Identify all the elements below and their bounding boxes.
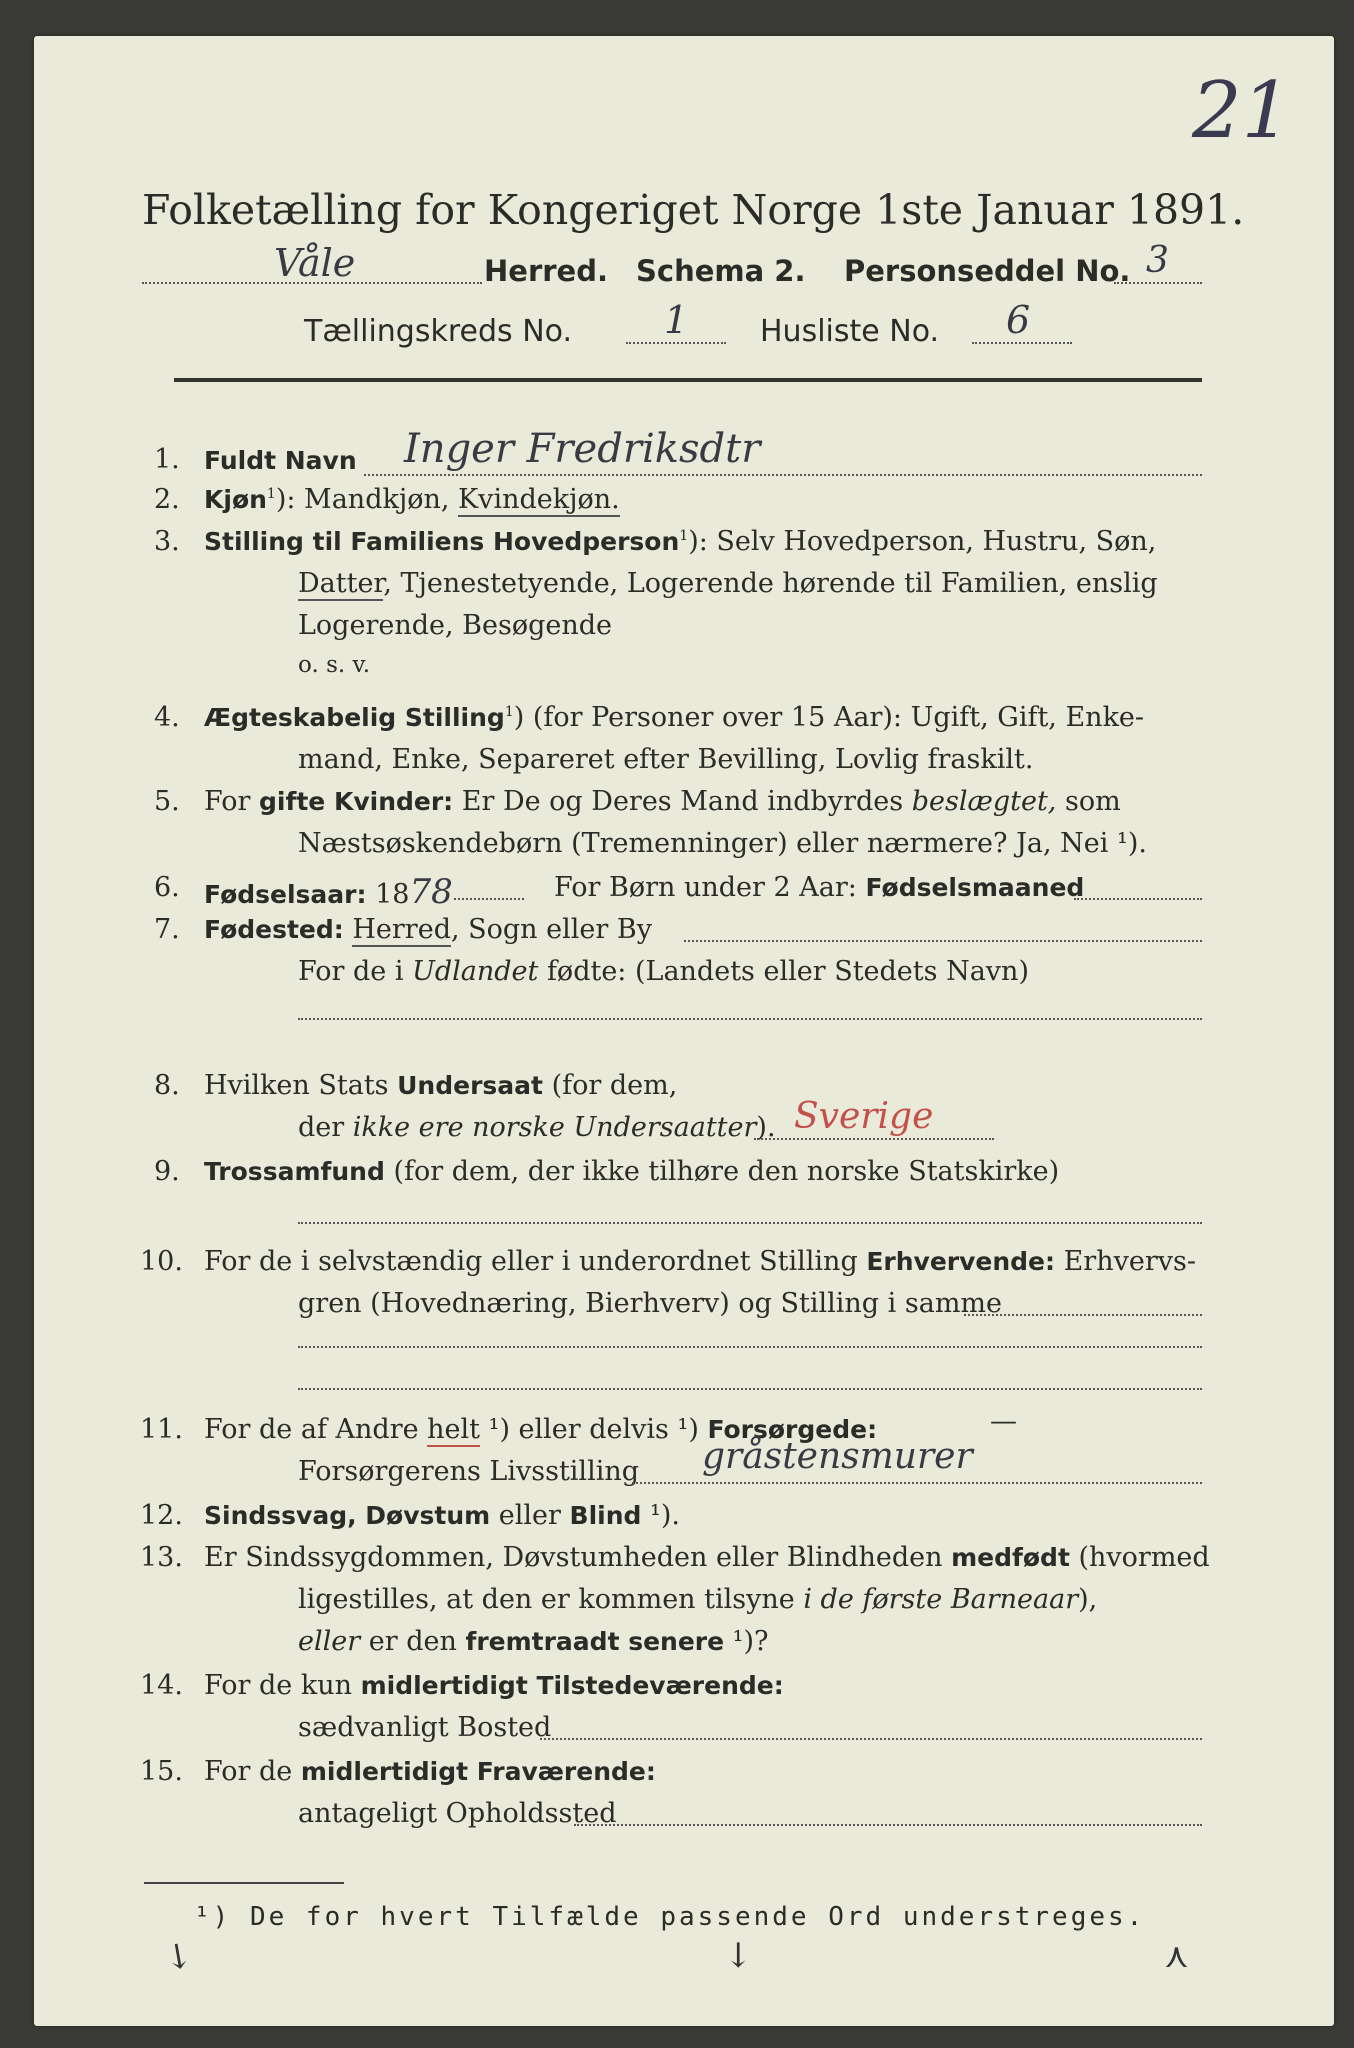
item-8-end: (for dem, [542, 1070, 678, 1101]
item-14-number: 14. [140, 1670, 183, 1701]
item-11-mid: ¹) eller delvis ¹) [480, 1414, 708, 1445]
item-12-mid: eller [490, 1500, 570, 1531]
item-1-line [364, 474, 1202, 476]
item-10-answer-line-2 [298, 1388, 1202, 1390]
item-7-answer-line [298, 1018, 1202, 1020]
item-5-end: som [1056, 786, 1121, 817]
item-7-selected: Herred [352, 914, 451, 945]
item-8-line [754, 1138, 994, 1140]
item-6-label: Fødselsaar: [204, 880, 367, 909]
item-3-number: 3. [154, 526, 180, 557]
item-1-value: Inger Fredriksdtr [404, 426, 761, 472]
item-7-line [684, 940, 1202, 942]
personseddel-label: Personseddel No. [844, 254, 1131, 288]
item-10-answer-line-1 [298, 1346, 1202, 1348]
item-3-selected: Datter [298, 568, 384, 599]
item-2-number: 2. [154, 484, 180, 515]
item-15-number: 15. [140, 1756, 183, 1787]
item-6-prefix: 18 [366, 879, 410, 910]
item-6-month-line [1074, 898, 1202, 900]
item-8-line2-italic: ikke ere norske Undersaatter [352, 1112, 757, 1143]
item-3-sup: 1 [679, 528, 689, 544]
item-7-label: Fødested: [204, 915, 344, 944]
item-7-text [204, 914, 652, 945]
herred-value: Våle [274, 241, 356, 285]
item-5-pre: For [204, 786, 260, 817]
item-6-text [204, 872, 453, 912]
census-form-page [34, 36, 1334, 2026]
item-6-number: 6. [154, 872, 180, 903]
item-10-label: Erhvervende: [866, 1247, 1056, 1276]
item-11-line [632, 1482, 1202, 1484]
item-11-value: gråstensmurer [702, 1436, 973, 1477]
husliste-dots [972, 342, 1072, 344]
item-6-label2: Fødselsmaaned [865, 873, 1085, 902]
item-9-number: 9. [154, 1156, 180, 1187]
item-9-text [204, 1156, 1059, 1187]
item-10-pre: For de i selvstændig eller i underordnet Stilling [204, 1246, 867, 1277]
item-1-label: Fuldt Navn [204, 446, 357, 475]
item-7-line2 [298, 956, 1029, 987]
item-15-line2: antageligt Opholdssted [298, 1798, 617, 1829]
kreds-value: 1 [664, 298, 689, 342]
item-10-text [204, 1246, 1196, 1277]
item-10-line2-dots [964, 1314, 1202, 1316]
item-13-label: medfødt [951, 1543, 1070, 1572]
kreds-label: Tællingskreds No. [304, 314, 572, 349]
personseddel-dots [1114, 282, 1202, 284]
corner-mark-center-icon: ↓ [724, 1936, 753, 1976]
item-6-value: 78 [409, 872, 453, 912]
item-12-end: ¹). [641, 1500, 680, 1531]
husliste-value: 6 [1006, 298, 1031, 342]
item-13-line2-end: ), [1078, 1584, 1098, 1615]
item-10-end: Erhvervs- [1055, 1246, 1196, 1277]
item-12-text [204, 1500, 680, 1531]
personseddel-value: 3 [1146, 240, 1169, 281]
item-15-line [574, 1824, 1202, 1826]
item-12-number: 12. [140, 1500, 183, 1531]
schema-label: Schema 2. [636, 254, 806, 288]
item-2-text [204, 484, 620, 515]
corner-mark-right-icon: ⋏ [1164, 1936, 1189, 1976]
item-7-line2-italic: Udlandet [412, 956, 539, 987]
item-13-line2 [298, 1584, 1097, 1615]
item-8-value: Sverige [794, 1096, 934, 1137]
item-6-under2: For Børn under 2 Aar: [554, 872, 866, 903]
item-13-line3-end: ¹)? [724, 1626, 769, 1657]
item-10-line2: gren (Hovednæring, Bierhverv) og Stilling i samme [298, 1288, 1003, 1319]
item-14-line [540, 1738, 1202, 1740]
item-8-label: Undersaat [397, 1071, 543, 1100]
item-7-number: 7. [154, 914, 180, 945]
item-9-question: (for dem, der ikke tilhøre den norske Statskirke) [384, 1156, 1060, 1187]
item-3-text [204, 526, 1156, 557]
item-4-text [204, 702, 1144, 733]
item-2-options: ): Mandkjøn, [275, 484, 459, 515]
item-15-pre: For de [204, 1756, 301, 1787]
item-3-line2 [298, 568, 1158, 599]
item-13-line2-pre: ligestilles, at den er kommen tilsyne [298, 1584, 804, 1615]
item-2-label: Kjøn [204, 485, 267, 514]
item-14-pre: For de kun [204, 1670, 361, 1701]
item-13-line3-mid: er den [360, 1626, 466, 1657]
item-5-number: 5. [154, 786, 180, 817]
item-7-line2-end: fødte: (Landets eller Stedets Navn) [538, 956, 1029, 987]
item-8-line2-pre: der [298, 1112, 353, 1143]
header-rule [174, 378, 1202, 382]
item-12-label2: Blind [569, 1501, 642, 1530]
item-7-line2-pre: For de i [298, 956, 413, 987]
item-3-label: Stilling til Familiens Hovedperson [204, 527, 680, 556]
item-13-pre: Er Sindssygdommen, Døvstumheden eller Blindheden [204, 1542, 952, 1573]
item-4-line2: mand, Enke, Separeret efter Bevilling, Lovlig fraskilt. [298, 744, 1034, 775]
item-8-text [204, 1070, 677, 1101]
item-8-pre: Hvilken Stats [204, 1070, 398, 1101]
item-9-answer-line [298, 1222, 1202, 1224]
item-10-number: 10. [140, 1246, 183, 1277]
item-4-label: Ægteskabelig Stilling [204, 703, 505, 732]
herred-label: Herred. [484, 254, 608, 288]
item-4-sup: 1 [504, 704, 514, 720]
item-11-line2: Forsørgerens Livsstilling [298, 1456, 640, 1487]
item-8-line2 [298, 1112, 776, 1143]
item-14-label: midlertidigt Tilstedeværende: [360, 1671, 784, 1700]
item-5-italic: beslægtet, [911, 786, 1057, 817]
item-2-selected: Kvindekjøn. [458, 484, 620, 515]
item-12-label: Sindssvag, Døvstum [204, 1501, 491, 1530]
husliste-label: Husliste No. [760, 314, 940, 349]
kreds-dots [626, 342, 726, 344]
item-13-end: (hvormed [1069, 1542, 1210, 1573]
item-14-line2: sædvanligt Bosted [298, 1712, 552, 1743]
item-3-line4: o. s. v. [298, 652, 371, 678]
item-9-label: Trossamfund [204, 1157, 385, 1186]
item-13-line3 [298, 1626, 769, 1657]
item-13-line2-italic: i de første Barneaar [803, 1584, 1079, 1615]
footnote-rule [144, 1882, 344, 1884]
item-15-label: midlertidigt Fraværende: [300, 1757, 656, 1786]
item-11-pre: For de af Andre [204, 1414, 428, 1445]
item-5-question: Er De og Deres Mand indbyrdes [453, 786, 912, 817]
item-11-dash: — [990, 1406, 1017, 1437]
page-number: 21 [1192, 66, 1292, 156]
item-8-number: 8. [154, 1070, 180, 1101]
item-8-line2-end: ). [756, 1112, 776, 1143]
item-11-selected: helt [427, 1414, 481, 1445]
item-4-number: 4. [154, 702, 180, 733]
item-13-number: 13. [140, 1542, 183, 1573]
item-5-line2: Næstsøskendebørn (Tremenninger) eller nærmere? Ja, Nei ¹). [298, 828, 1147, 859]
item-5-label: gifte Kvinder: [259, 787, 454, 816]
item-3-options: ): Selv Hovedperson, Hustru, Søn, [688, 526, 1157, 557]
item-13-text [204, 1542, 1210, 1573]
item-4-options: ) (for Personer over 15 Aar): Ugift, Gift, Enke- [513, 702, 1145, 733]
item-7-options: , Sogn eller By [450, 914, 652, 945]
item-3-line2-text: , Tjenestetyende, Logerende hørende til Familien, enslig [383, 568, 1158, 599]
form-title: Folketælling for Kongeriget Norge 1ste Januar 1891. [142, 186, 1245, 234]
item-15-text [204, 1756, 656, 1787]
item-1-number: 1. [154, 444, 180, 475]
item-11-number: 11. [140, 1414, 183, 1445]
item-11-label: Forsørgede: [707, 1415, 878, 1444]
item-5-text [204, 786, 1121, 817]
item-2-sup: 1 [266, 486, 276, 502]
item-14-text [204, 1670, 784, 1701]
item-6-dots [454, 898, 524, 900]
item-13-line3-label: fremtraadt senere [465, 1627, 725, 1656]
footnote: ¹) De for hvert Tilfælde passende Ord understreges. [194, 1902, 1146, 1932]
item-13-line3-italic: eller [298, 1626, 361, 1657]
item-3-line3: Logerende, Besøgende [298, 610, 612, 641]
corner-mark-left-icon: ↘ [155, 1931, 202, 1981]
item-6-text2 [554, 872, 1084, 903]
